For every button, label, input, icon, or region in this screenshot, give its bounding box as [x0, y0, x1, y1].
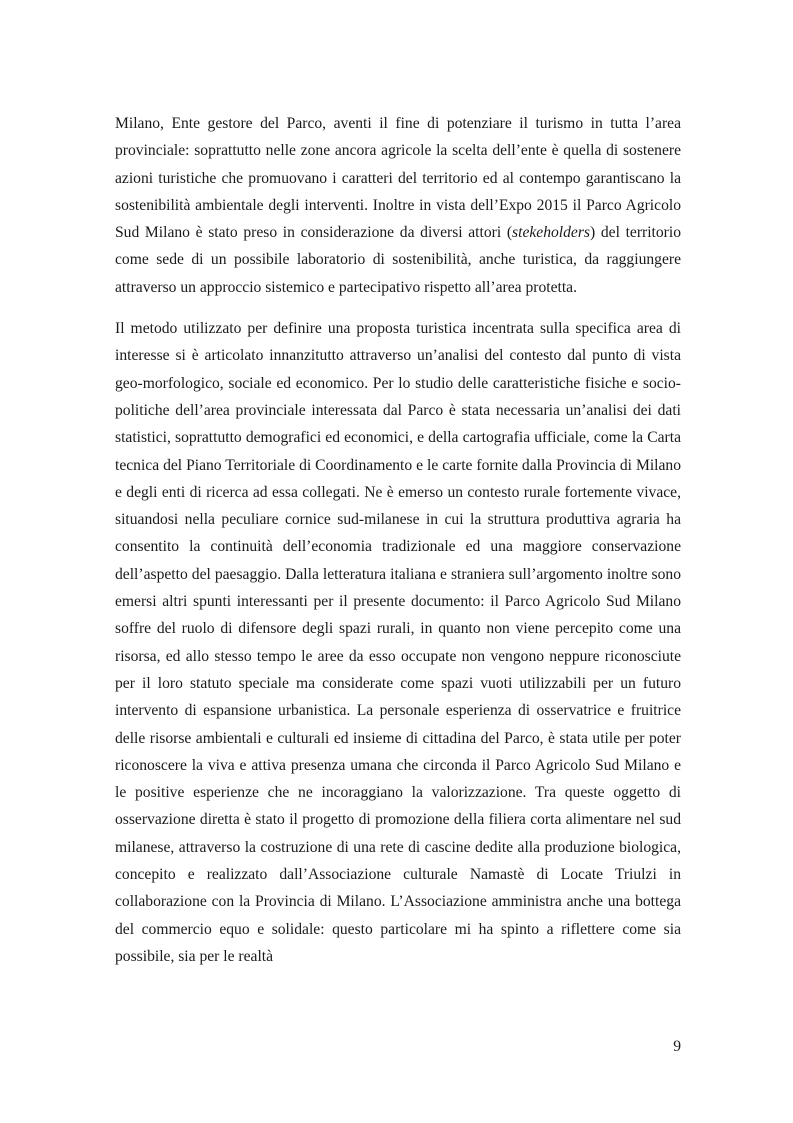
paragraph-2-text: Il metodo utilizzato per definire una proposta turistica incentrata sulla specifica area di interesse si è articolato innanzitutto attraverso un’analisi del contesto dal punto di vista geo-morfologico, sociale ed economico. Per lo studio delle caratteristiche fisiche e socio-politiche dell’area provinciale interessata dal Parco è stata necessaria un’analisi dei dati statistici, soprattutto demografici ed economici, e della cartografia ufficiale, come la Carta tecnica del Piano Territoriale di Coordinamento e le carte fornite dalla Provincia di Milano e degli enti di ricerca ad essa collegati. Ne è emerso un contesto rurale fortemente vivace, situandosi nella peculiare cornice sud-milanese in cui la struttura produttiva agraria ha consentito la continuità dell’economia tradizionale ed una maggiore conservazione dell’aspetto del paesaggio. Dalla letteratura italiana e straniera sull’argomento inoltre sono emersi altri spunti interessanti per il presente documento: il Parco Agricolo Sud Milano soffre del ruolo di difensore degli spazi rurali, in quanto non viene percepito come una risorsa, ed allo stesso tempo le aree da esso occupate non vengono neppure riconosciute per il loro statuto speciale ma considerate come spazi vuoti utilizzabili per un futuro intervento di espansione urbanistica. La personale esperienza di osservatrice e fruitrice delle risorse ambientali e culturali ed insieme di cittadina del Parco, è stata utile per poter riconoscere la viva e attiva presenza umana che circonda il Parco Agricolo Sud Milano e le positive esperienze che ne incoraggiano la valorizzazione. Tra queste oggetto di osservazione diretta è stato il progetto di promozione della filiera corta alimentare nel sud milanese, attraverso la costruzione di una rete di cascine dedite alla produzione biologica, concepito e realizzato dall’Associazione culturale Namastè di Locate Triulzi in collaborazione con la Provincia di Milano. L’Associazione amministra anche una bottega del commercio equo e solidale: questo particolare mi ha spinto a riflettere come sia possibile, sia per le realtà — [115, 320, 681, 965]
paragraph-1 — [115, 110, 681, 301]
paragraph-1-text-2: ) del territorio come sede di un possibile laboratorio di sostenibilità, anche turistica, da raggiungere attraverso un approccio sistemico e partecipativo rispetto all’area protetta. — [115, 224, 682, 296]
paragraph-1-italic-term: stekeholders — [512, 224, 590, 242]
body-text — [115, 110, 681, 970]
paragraph-1-text-1: Milano, Ente gestore del Parco, aventi il fine di potenziare il turismo in tutta l’area provinciale: soprattutto nelle zone ancora agricole la scelta dell’ente è quella di sostenere azioni turistiche che promuovano i caratteri del territorio ed al contempo garantiscano la sostenibilità ambientale degli interventi. Inoltre in vista dell’Expo 2015 il Parco Agricolo Sud Milano è stato preso in considerazione da diversi attori ( — [115, 115, 681, 242]
paragraph-2 — [115, 315, 681, 970]
page-number: 9 — [673, 1038, 681, 1055]
